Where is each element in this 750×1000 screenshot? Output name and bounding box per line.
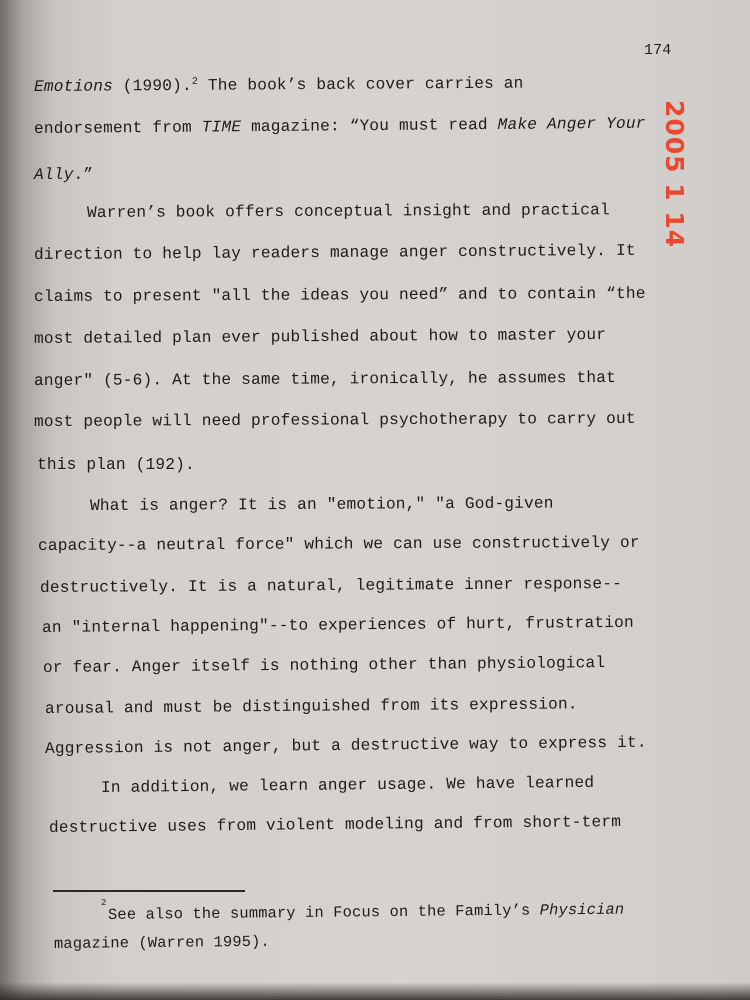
- text-run: Warren’s book offers conceptual insight and practical: [86, 201, 610, 222]
- text-run: .”: [73, 165, 94, 184]
- text-run: an "internal happening"--to experiences of hurt, frustration: [41, 613, 634, 637]
- text-line: [38, 534, 640, 555]
- text-run: magazine: “You must read: [241, 115, 498, 137]
- text-line: [49, 813, 621, 837]
- text-run: endorsement from: [33, 118, 202, 138]
- date-stamp: 2005 1 14: [660, 100, 689, 249]
- text-line: [34, 115, 646, 138]
- text-run: Emotions: [33, 77, 113, 96]
- text-run: In addition, we learn anger usage. We have learned: [100, 773, 595, 797]
- text-line: [34, 75, 524, 96]
- text-run: magazine (Warren 1995).: [53, 932, 270, 953]
- text-run: Physician: [539, 900, 625, 920]
- text-run: Aggression is not anger, but a destructive way to express it.: [44, 733, 647, 758]
- text-run: direction to help lay readers manage anger constructively. It: [33, 241, 636, 264]
- text-run: this plan (192).: [37, 456, 195, 474]
- text-line: [34, 410, 636, 431]
- footnote-mark: 2: [101, 898, 107, 908]
- page-number: 174: [644, 42, 672, 59]
- text-line: [37, 456, 195, 474]
- text-line: [45, 695, 578, 718]
- text-run: or fear. Anger itself is nothing other than physiological: [42, 654, 606, 677]
- text-run: destructively. It is a natural, legitimate inner response--: [39, 574, 623, 597]
- text-line: [43, 654, 605, 677]
- text-line: [90, 495, 554, 515]
- text-line: [45, 734, 647, 758]
- text-line: [87, 201, 610, 222]
- text-line: [34, 242, 636, 264]
- footnote-reference: 2: [191, 76, 199, 88]
- text-run: most detailed plan ever published about how to master your: [33, 326, 607, 348]
- text-run: arousal and must be distinguished from its expression.: [44, 695, 578, 718]
- text-line: [34, 369, 616, 390]
- text-run: capacity--a neutral force" which we can use constructively or: [37, 533, 640, 555]
- text-line: [34, 326, 606, 348]
- text-run: Make Anger Your: [497, 114, 646, 134]
- text-run: claims to present "all the ideas you need” and to contain “the: [33, 284, 646, 306]
- footnote-rule: [53, 890, 245, 892]
- text-run: (1990).: [112, 76, 192, 96]
- text-line: [40, 575, 622, 597]
- text-run: TIME: [201, 118, 242, 137]
- text-line: [34, 285, 646, 306]
- text-run: Ally: [33, 165, 74, 184]
- footnote-line: [108, 901, 624, 924]
- text-run: The book’s back cover carries an: [197, 74, 524, 95]
- text-run: destructive uses from violent modeling and from short-term: [48, 813, 622, 837]
- page-edge-shadow: [0, 982, 750, 1000]
- text-run: most people will need professional psychotherapy to carry out: [33, 409, 636, 431]
- text-line: [34, 166, 93, 184]
- text-run: What is anger? It is an "emotion," "a God-given: [89, 494, 554, 515]
- text-line: [42, 614, 634, 637]
- footnote-line: [54, 933, 270, 953]
- text-line: [101, 774, 594, 797]
- text-run: See also the summary in Focus on the Family’s: [107, 901, 540, 924]
- text-run: anger" (5-6). At the same time, ironically, he assumes that: [33, 368, 617, 390]
